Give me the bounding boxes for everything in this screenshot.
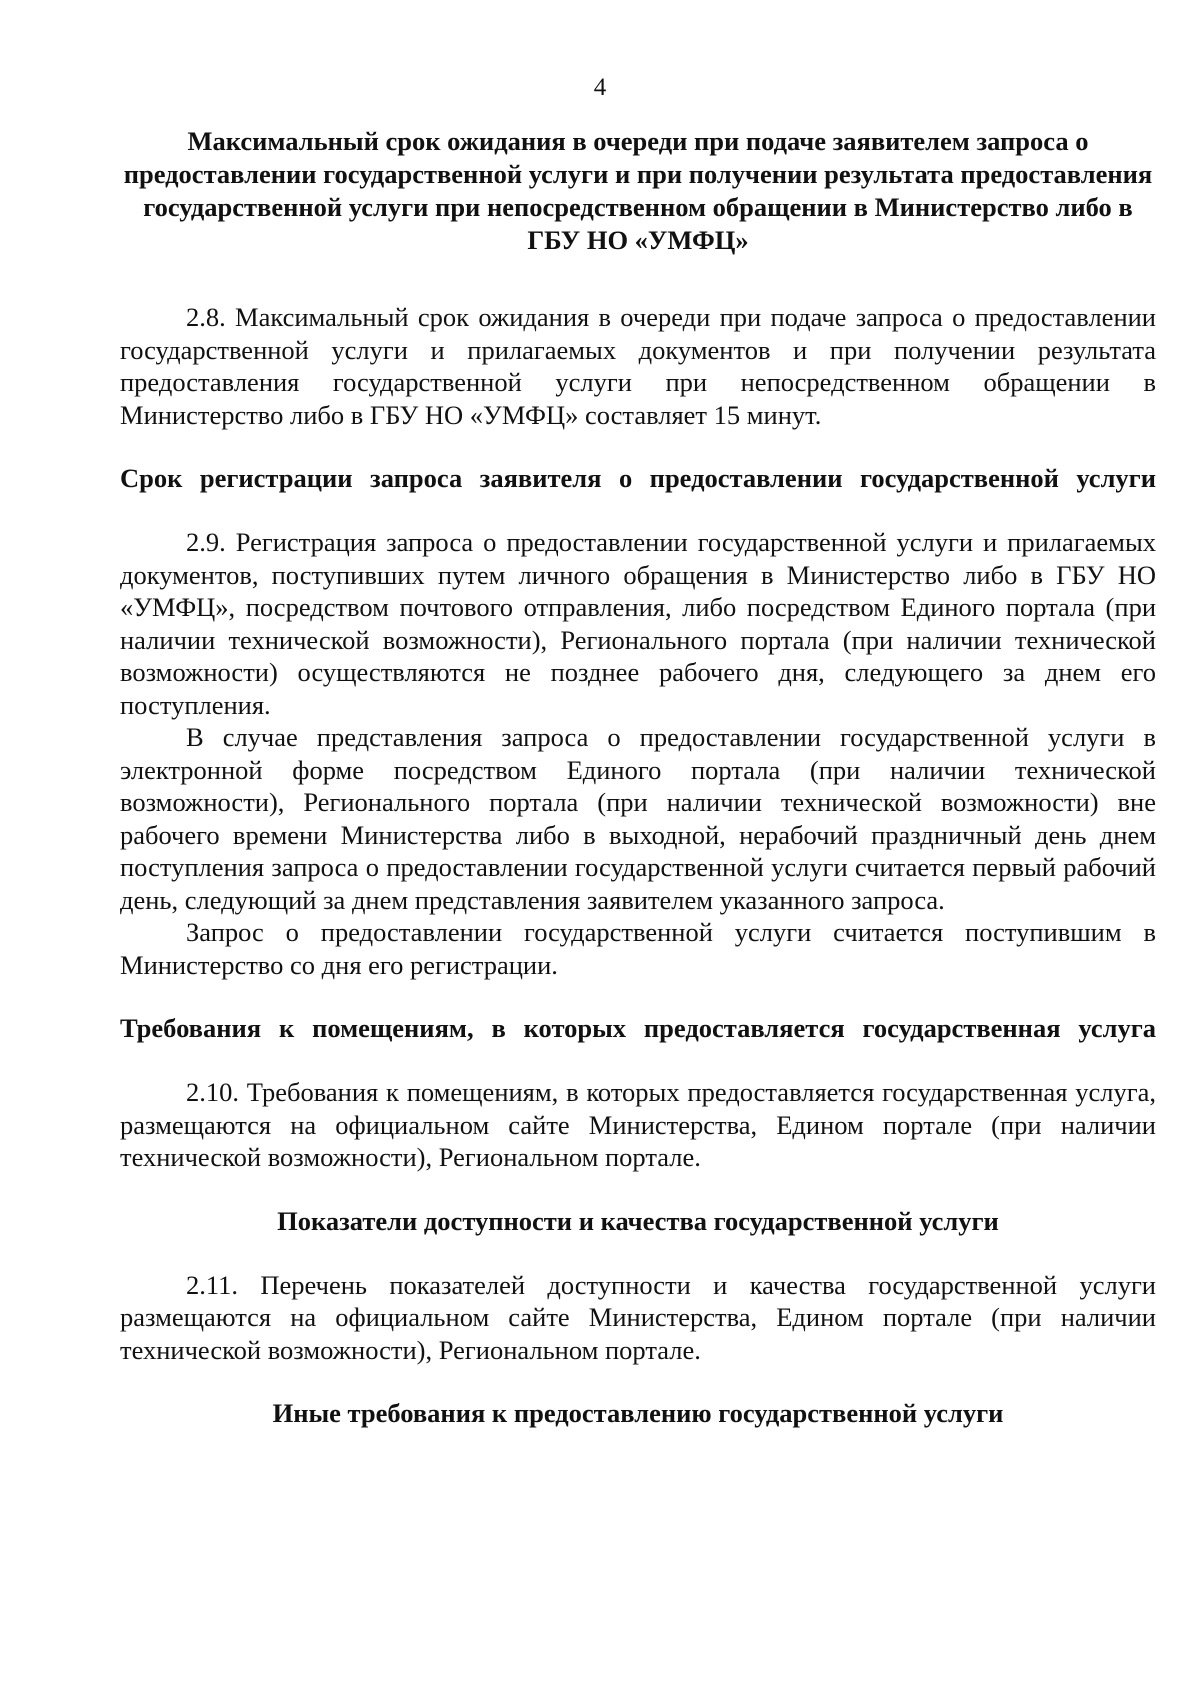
paragraph-2-11: 2.11. Перечень показателей доступности и качества государственной услуги размещаются на официальном сайте Министерства, Едином портале (при наличии технической возможности), Региональном портале. <box>120 1269 1156 1365</box>
section-heading-other-requirements: Иные требования к предоставлению государственной услуги <box>272 1398 1004 1428</box>
paragraph-2-9-electronic: В случае представления запроса о предоставлении государственной услуги в электронной форме посредством Единого портала (при наличии технической возможности), Регионального портала (при наличии технической возможности) вне рабочего времени Министерства либо в выходной, нерабочий праздничный день днем поступления запроса о предоставлении государственной услуги считается первый рабочий день, следующий за днем представления заявителем указанного запроса. <box>120 722 1156 915</box>
paragraph-2-10: 2.10. Требования к помещениям, в которых предоставляется государственная услуга, размещаются на официальном сайте Министерства, Едином портале (при наличии технической возможности), Региональном портале. <box>120 1077 1156 1172</box>
page-number: 4 <box>593 74 607 101</box>
section-heading-waiting-time: Максимальный срок ожидания в очереди при подаче заявителем запроса о предоставлении государственной услуги и при получении результата предоставления государственной услуги при непосредственном обращении в Министерство либо в ГБУ НО «УМФЦ» <box>123 126 1153 255</box>
section-heading-accessibility: Показатели доступности и качества государственной услуги <box>277 1205 999 1236</box>
paragraph-2-9-registration: Запрос о предоставлении государственной услуги считается поступившим в Министерство со дня его регистрации. <box>120 917 1156 980</box>
paragraph-2-9: 2.9. Регистрация запроса о предоставлении государственной услуги и прилагаемых документов, поступивших путем личного обращения в Министерство либо в ГБУ НО «УМФЦ», посредством почтового отправления, либо посредством Единого портала (при наличии технической возможности), Регионального портала (при наличии технической возможности) осуществляются не позднее рабочего дня, следующего за днем его поступления. <box>120 527 1156 720</box>
section-heading-premises: Требования к помещениям, в которых предоставляется государственная услуга <box>120 1013 1156 1043</box>
document-body <box>120 125 1156 1430</box>
section-heading-registration-term: Срок регистрации запроса заявителя о предоставлении государственной услуги <box>120 463 1156 493</box>
paragraph-2-8: 2.8. Максимальный срок ожидания в очереди при подаче запроса о предоставлении государственной услуги и прилагаемых документов и при получении результата предоставления государственной услуги при непосредственном обращении в Министерство либо в ГБУ НО «УМФЦ» составляет 15 минут. <box>120 302 1156 430</box>
